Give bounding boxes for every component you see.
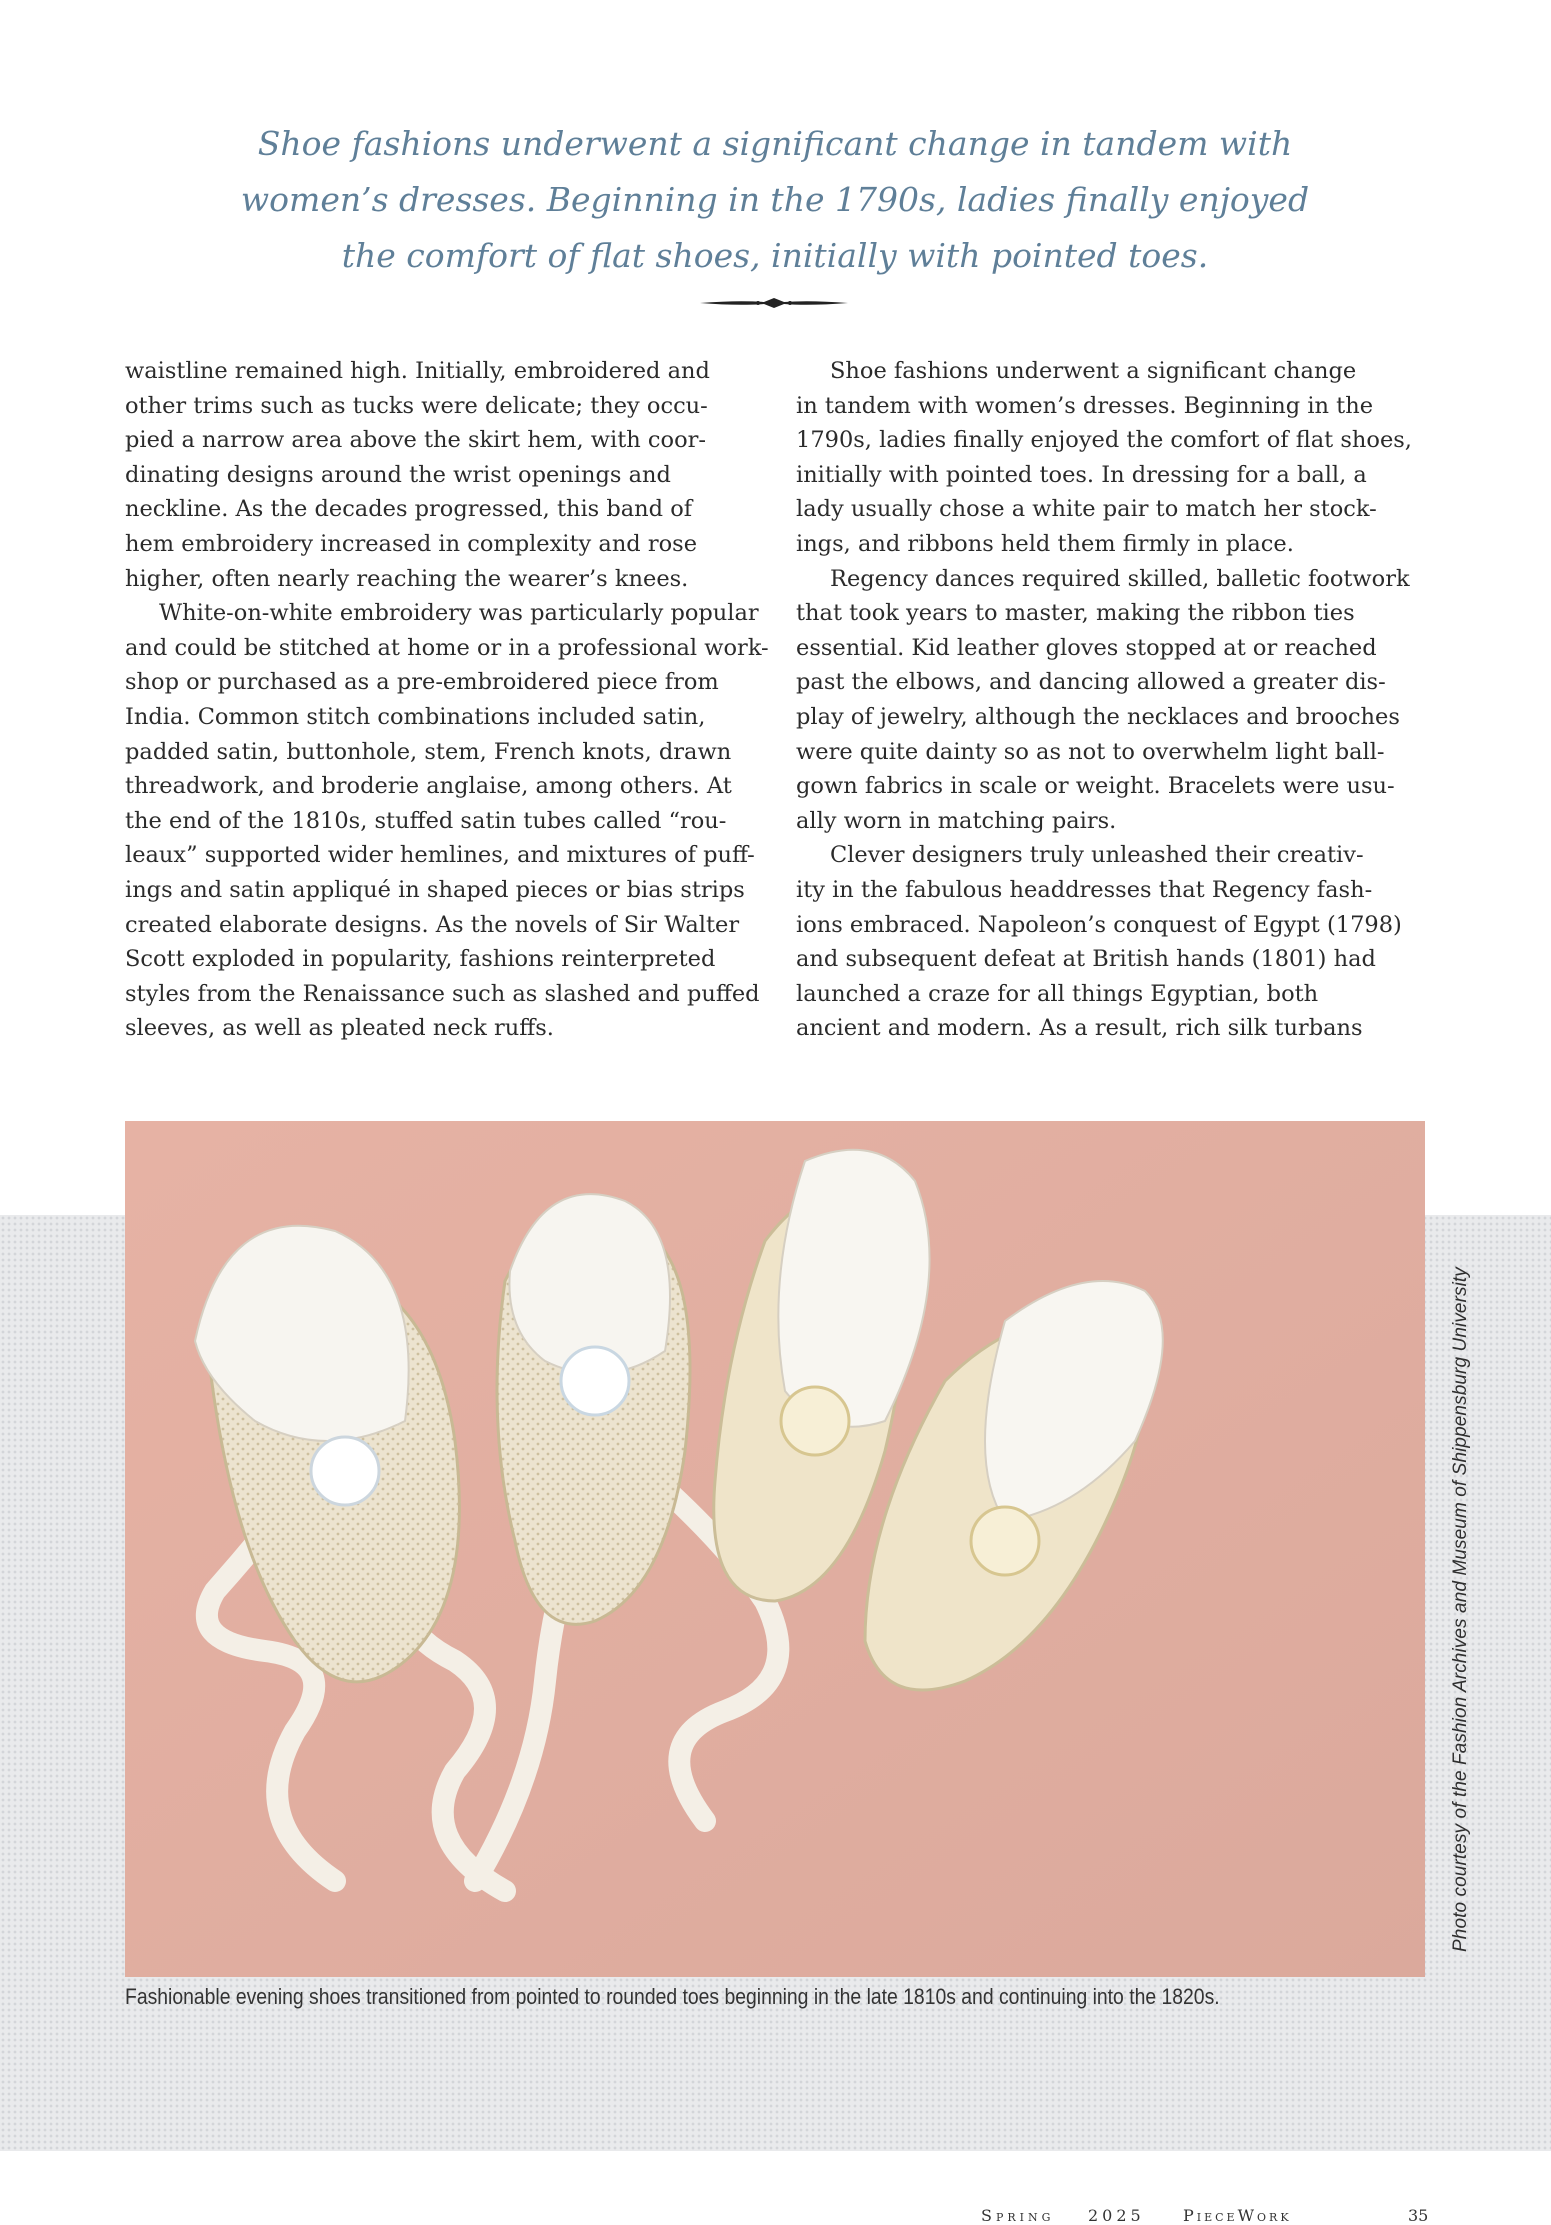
shoes-illustration [125,1121,1425,1977]
text-line: hem embroidery increased in complexity and rose [125,530,698,557]
text-line: Regency dances required skilled, balletic footwork [830,565,1410,592]
text-line: styles from the Renaissance such as slashed and puffed [125,980,760,1007]
footer-season: Spring [981,2206,1055,2225]
text-line: and could be stitched at home or in a professional work- [125,634,769,661]
text-line: ally worn in matching pairs. [796,807,1117,834]
text-line: play of jewelry, although the necklaces and brooches [796,703,1400,730]
pull-quote-line: women’s dresses. Beginning in the 1790s, ladies finally enjoyed [240,180,1310,219]
text-line: dinating designs around the wrist openings and [125,461,671,488]
pull-quote-line: the comfort of flat shoes, initially with pointed toes. [341,236,1209,275]
text-line: Scott exploded in popularity, fashions reinterpreted [125,946,716,973]
text-line: neckline. As the decades progressed, this band of [125,496,693,523]
paragraph [125,354,745,596]
text-line: Clever designers truly unleashed their creativ- [830,842,1364,869]
text-line: waistline remained high. Initially, embroidered and [125,358,710,384]
divider-ornament-icon [698,294,850,312]
paragraph [796,562,1416,839]
text-line: pied a narrow area above the skirt hem, with coor- [125,427,706,454]
text-line: ity in the fabulous headdresses that Regency fash- [796,876,1373,903]
right-column [796,354,1416,1046]
text-line: sleeves, as well as pleated neck ruffs. [125,1015,554,1042]
text-line: in tandem with women’s dresses. Beginning in the [796,392,1374,419]
text-line: ions embraced. Napoleon’s conquest of Egypt (1798) [796,911,1402,938]
text-line: lady usually chose a white pair to match her stock- [796,496,1377,523]
left-column [125,354,769,1046]
text-line: that took years to master, making the ribbon ties [796,600,1355,627]
text-line: created elaborate designs. As the novels of Sir Walter [125,911,740,938]
paragraph [796,838,1416,1046]
text-line: essential. Kid leather gloves stopped at or reached [796,634,1377,661]
pull-quote-line: Shoe fashions underwent a significant change in tandem with [257,124,1293,163]
footer-magazine: PieceWork [1183,2206,1292,2225]
text-line: leaux” supported wider hemlines, and mixtures of puff- [125,842,755,869]
text-line: Shoe fashions underwent a significant change [830,358,1357,384]
text-line: past the elbows, and dancing allowed a greater dis- [796,669,1386,696]
text-line: India. Common stitch combinations included satin, [125,703,706,730]
text-line: higher, often nearly reaching the wearer’s knees. [125,565,689,592]
text-line: shop or purchased as a pre-embroidered piece from [125,669,719,696]
text-line: White-on-white embroidery was particularly popular [159,600,759,627]
text-line: the end of the 1810s, stuffed satin tubes called “rou- [125,807,727,834]
text-line: ings, and ribbons held them firmly in place. [796,530,1294,557]
photo-caption: Fashionable evening shoes transitioned from pointed to rounded toes beginning in the late 1810s and continuing into the 1820s. [125,1984,1220,2009]
footer-year: 2025 [1088,2206,1145,2225]
text-line: launched a craze for all things Egyptian, both [796,980,1319,1007]
shoes-photo [125,1121,1425,1977]
text-line: 1790s, ladies finally enjoyed the comfort of flat shoes, [796,427,1412,454]
page-number: 35 [1408,2206,1429,2225]
text-line: threadwork, and broderie anglaise, among others. At [125,773,732,800]
text-line: initially with pointed toes. In dressing for a ball, a [796,461,1367,488]
text-line: and subsequent defeat at British hands (1801) had [796,946,1376,973]
text-line: were quite dainty so as not to overwhelm light ball- [796,738,1385,765]
photo-credit: Photo courtesy of the Fashion Archives and Museum of Shippensburg University [1450,1267,1471,1952]
text-line: other trims such as tucks were delicate; they occu- [125,392,708,419]
text-line: ings and satin appliqué in shaped pieces or bias strips [125,876,745,903]
paragraph [125,596,769,1046]
text-line: gown fabrics in scale or weight. Bracelets were usu- [796,773,1395,800]
pull-quote [160,116,1390,284]
paragraph [796,354,1416,562]
text-line: ancient and modern. As a result, rich silk turbans [796,1015,1363,1042]
text-line: padded satin, buttonhole, stem, French knots, drawn [125,738,732,765]
